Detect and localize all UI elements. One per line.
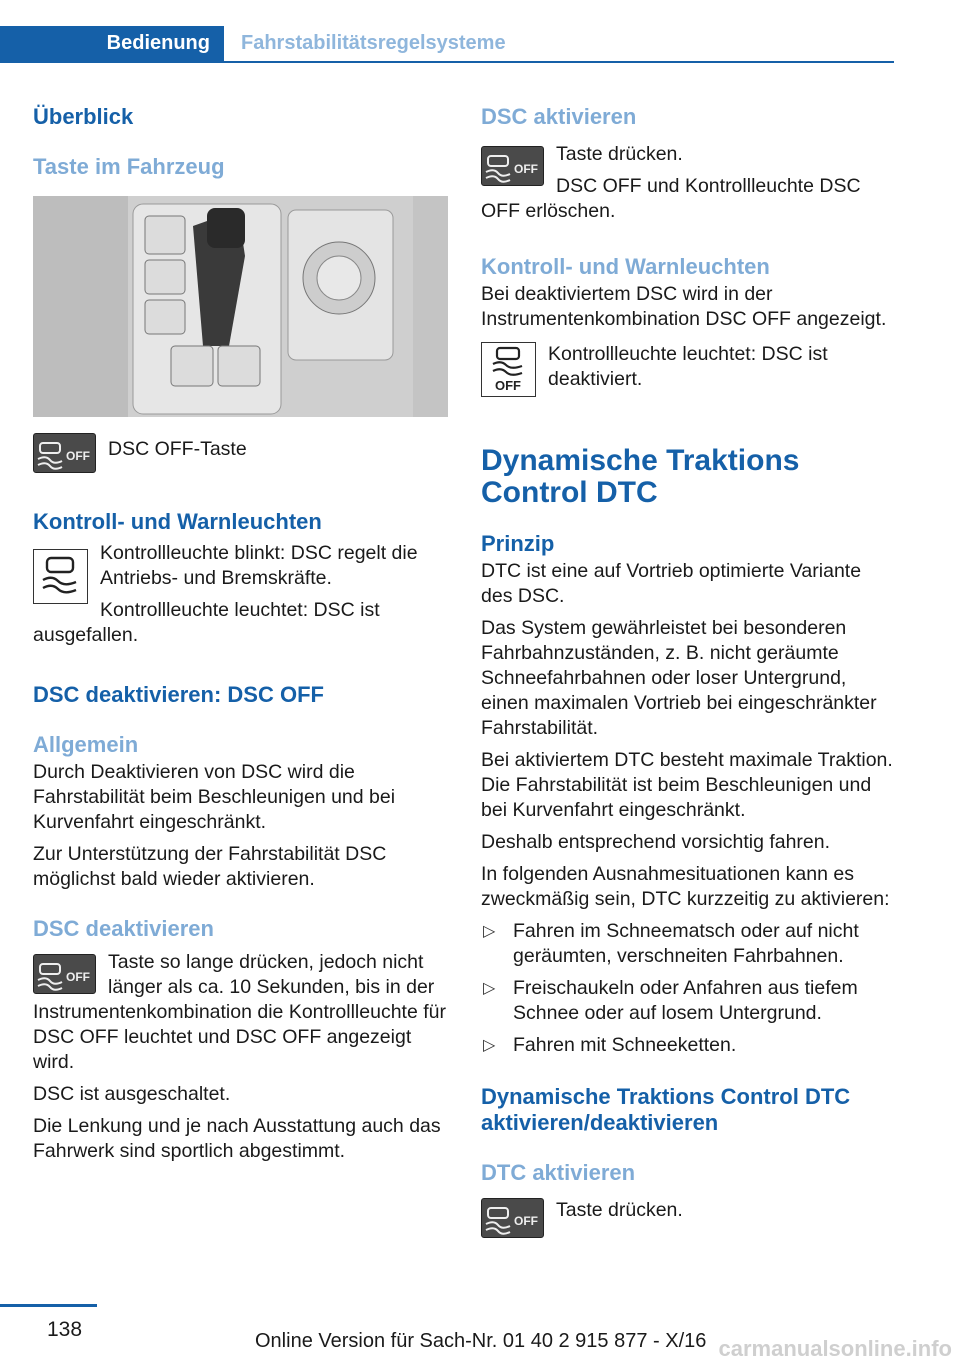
dsc-off-button-icon-4 [481,1198,544,1238]
triangle-bullet-icon: ▷ [483,1037,496,1054]
principle-p5: In folgenden Ausnahmesituationen kann es zweckmäßig sein, DTC kurzzeitig zu aktivieren: [481,863,890,910]
page-number: 138 [47,1318,83,1341]
activate-section [481,142,896,224]
heading-kontroll-warnleuchten-2: Kontroll- und Warnleuchten [481,254,770,279]
heading-dsc-deaktivieren: DSC deaktivieren [33,916,214,941]
heading-dsc-aktivieren: DSC aktivieren [481,104,637,129]
off-label-2: OFF [66,970,90,984]
tab-bedienung[interactable]: Bedienung [0,26,224,61]
dsc-lamp-graphic [34,550,87,603]
dsc-off-button-icon-2 [33,954,96,994]
heading-dtc: Dynamische Traktions Control DTC [481,444,800,509]
deactivate-p2: DSC ist ausgeschaltet. [33,1083,231,1105]
dsc-off-button-graphic-2 [34,955,95,993]
deactivate-section [33,950,448,1075]
warning-lamp-section [33,541,448,648]
warning-leuchtet: Kontrollleuchte leuchtet: DSC ist ausgefallen. [33,599,380,646]
dsc-off-button-graphic-4 [482,1199,543,1237]
principle-p1: DTC ist eine auf Vortrieb optimierte Variante des DSC. [481,560,862,607]
principle-p4: Deshalb entsprechend vorsichtig fahren. [481,831,831,853]
watermark: carmanualsonline.info [718,1336,952,1361]
right-column [481,100,896,1242]
center-console-image [33,196,448,417]
page-number-bar [0,1304,97,1307]
heading-kontroll-warnleuchten: Kontroll- und Warnleuchten [33,509,322,534]
list-item: ▷ Freischaukeln oder Anfahren aus tiefem Schnee oder auf losem Untergrund. [483,977,858,1024]
activate-p1: Taste drücken. [556,143,683,165]
right-lamp-section [481,342,896,401]
caption-dsc-off-taste: DSC OFF-Taste [108,438,247,460]
dtc-activate-p1: Taste drücken. [556,1199,683,1221]
dsc-off-button-legend [33,433,448,477]
dsc-off-lamp-graphic [482,343,535,396]
principle-p3: Bei aktiviertem DTC besteht maximale Traktion. Die Fahrstabilität ist beim Beschleunigen und bei Kurvenfahrt eingeschränkt. [481,749,893,821]
situation-list [481,919,896,1058]
header-tabbar [0,26,894,63]
heading-dtc-toggle: Dynamische Traktions Control DTC aktivieren/deaktivieren [481,1084,851,1135]
dsc-off-button-icon-3 [481,146,544,186]
dtc-activate-section [481,1198,896,1242]
dsc-off-lamp-icon [481,342,536,397]
dsc-warning-lamp-icon [33,549,88,604]
activate-p2: DSC OFF und Kontrollleuchte DSC OFF erlöschen. [481,175,861,222]
right-warning-p1: Bei deaktiviertem DSC wird in der Instrumentenkombination DSC OFF angezeigt. [481,283,887,330]
heading-allgemein: Allgemein [33,732,139,757]
heading-ueberblick: Überblick [33,104,134,129]
heading-taste-im-fahrzeug: Taste im Fahrzeug [33,154,225,179]
heading-prinzip: Prinzip [481,531,555,556]
left-column [33,100,448,1164]
off-label-3: OFF [514,162,538,176]
right-warning-p2: Kontrollleuchte leuchtet: DSC ist deaktiviert. [548,343,828,390]
dsc-off-button-graphic [34,434,95,472]
tab-fahrstabilitaet[interactable]: Fahrstabilitätsregelsysteme [241,32,506,54]
online-version-footer: Online Version für Sach-Nr. 01 40 2 915 877 - X/16 [255,1330,707,1352]
console-photo [33,196,448,417]
general-p1: Durch Deaktivieren von DSC wird die Fahrstabilität beim Beschleunigen und bei Kurvenfahrt eingeschränkt. [33,761,396,833]
deactivate-p3: Die Lenkung und je nach Ausstattung auch das Fahrwerk sind sportlich abgestimmt. [33,1115,441,1162]
off-label-4: OFF [495,378,521,393]
heading-dtc-aktivieren: DTC aktivieren [481,1160,636,1185]
list-item: ▷ Fahren im Schneematsch oder auf nicht geräumten, verschneiten Fahrbahnen. [483,920,859,967]
off-label: OFF [66,449,90,463]
heading-dsc-off: DSC deaktivieren: DSC OFF [33,682,324,707]
triangle-bullet-icon: ▷ [483,980,496,997]
triangle-bullet-icon: ▷ [483,923,496,940]
deactivate-p1: Taste so lange drücken, jedoch nicht länger als ca. 10 Sekunden, bis in der Instrumentenkombination die Kontrollleuchte für DSC OFF leuchtet und DSC OFF angezeigt wird. [33,951,446,1073]
off-label-5: OFF [514,1214,538,1228]
dsc-off-button-graphic-3 [482,147,543,185]
general-p2: Zur Unterstützung der Fahrstabilität DSC möglichst bald wieder aktivieren. [33,843,387,890]
principle-p2: Das System gewährleistet bei besonderen Fahrbahnzuständen, z. B. nicht geräumte Schneefahrbahnen oder loser Untergrund, einen maximalen Vortrieb bei eingeschränkter Fahrstabilität. [481,617,877,739]
list-item: ▷ Fahren mit Schneeketten. [483,1034,737,1056]
dsc-off-button-icon [33,433,96,473]
warning-blinkt: Kontrollleuchte blinkt: DSC regelt die Antriebs- und Bremskräfte. [100,542,418,589]
